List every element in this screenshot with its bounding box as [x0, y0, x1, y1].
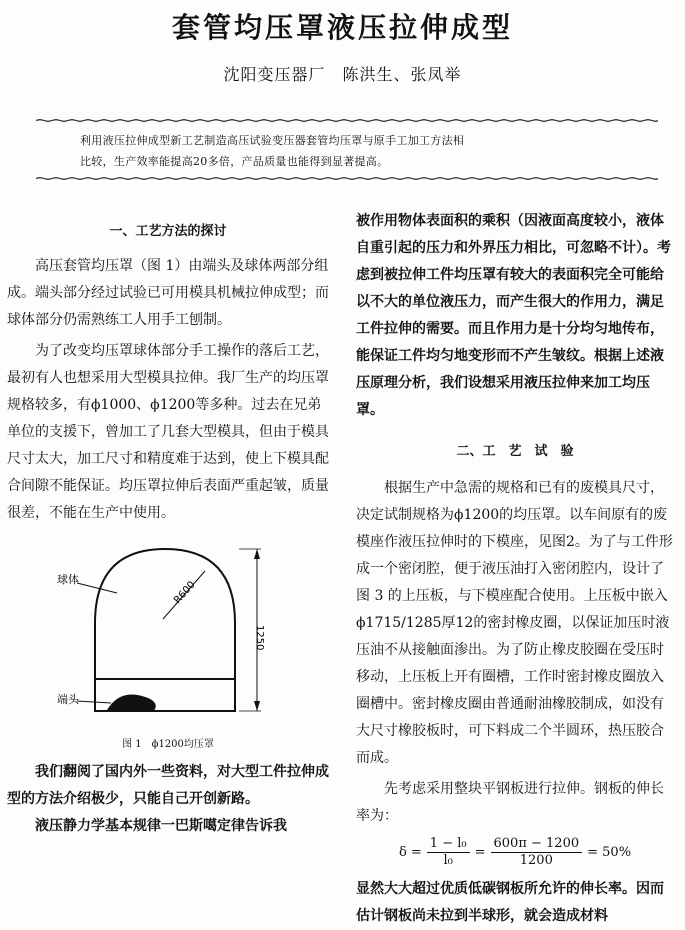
article-title: 套管均压罩液压拉伸成型	[171, 11, 513, 44]
elongation-formula	[356, 832, 674, 872]
article-authors: 沈阳变压器厂 陈洪生、张凤举	[223, 65, 462, 84]
abstract-line-2: 比较，生产效率能提高20多倍，产品质量也能得到显著提高。	[80, 155, 389, 168]
right-column	[356, 208, 674, 930]
wavy-rule-top	[36, 119, 658, 122]
fraction-1-numerator: 1 − l₀	[427, 836, 470, 853]
fraction-1	[427, 836, 470, 869]
abstract	[80, 130, 620, 172]
formula-equals: =	[474, 844, 486, 860]
fraction-2-denominator: 1200	[519, 852, 553, 868]
figure-1-caption: 图 1 ϕ1200均压罩	[122, 739, 214, 750]
paragraph: 高压套管均压罩（图 1）由端头及球体两部分组成。端头部分经过试验已可用模具机械拉伸成型；而球体部分仍需熟练工人用手工刨制。	[7, 258, 329, 328]
section-heading-2: 二、工 艺 试 验	[456, 444, 574, 459]
section-heading-1: 一、工艺方法的探讨	[109, 224, 227, 239]
fraction-1-denominator: l₀	[443, 852, 453, 868]
figure-1-drawing	[55, 531, 295, 731]
formula-result: = 50%	[587, 844, 632, 860]
paragraph: 先考虑采用整块平钢板进行拉伸。钢板的伸长率为：	[356, 781, 664, 824]
figure-1	[7, 527, 329, 759]
paragraph: 为了改变均压罩球体部分手工操作的落后工艺，最初有人也想采用大型模具拉伸。我厂生产的均压罩规格较多，有ϕ1000、ϕ1200等多种。过去在兄弟单位的支援下，曾加工了几套大型模具，但由于模具尺寸太大，加工尺寸和精度难于达到，使上下模具配合间隙不能保证。均压罩拉伸后表面严重起皱，质量很差，不能在生产中使用。	[7, 343, 329, 521]
left-column	[7, 208, 329, 840]
label-end: 端头	[57, 693, 79, 706]
paragraph: 液压静力学基本规律一巴斯噶定律告诉我	[35, 818, 287, 834]
label-ball: 球体	[57, 573, 79, 586]
wavy-rule-bottom	[36, 177, 658, 180]
paragraph: 我们翻阅了国内外一些资料，对大型工件拉伸成型的方法介绍极少，只能自己开创新路。	[7, 764, 329, 807]
paragraph: 显然大大超过优质低碳钢板所允许的伸长率。因而估计钢板尚未拉到半球形，就会造成材料	[356, 881, 664, 924]
paragraph: 根据生产中急需的规格和已有的废模具尺寸，决定试制规格为ϕ1200的均压罩。以车间原有的废模座作液压拉伸时的下模座，见图2。为了与工件形成一个密闭腔，便于液压油打入密闭腔内，设计了图 3 的上压板，与下模座配合使用。上压板中嵌入ϕ1715/1285厚12的密封橡皮圈，以保证加压时液压油不从接触面渗出。为了防止橡皮胶圈在受压时移动，上压板上开有圈槽，工作时密封橡皮圈放入圈槽中。密封橡皮圈由普通耐油橡胶制成，如没有大尺寸橡胶板时，可下料成二个半圆环，热压胶合而成。	[356, 480, 673, 766]
formula-lhs: δ =	[398, 844, 422, 860]
label-radius: R600	[172, 579, 198, 607]
abstract-line-1: 利用液压拉伸成型新工艺制造高压试验变压器套管均压罩与原手工加工方法相	[80, 134, 465, 147]
label-height: 1250	[254, 625, 265, 651]
fraction-2-numerator: 600π − 1200	[491, 836, 583, 853]
paragraph: 被作用物体表面积的乘积（因液面高度较小，液体自重引起的压力和外界压力相比，可忽略不计）。考虑到被拉伸工件均压罩有较大的表面积完全可能给以不大的单位液压力，而产生很大的作用力，满足工件拉伸的需要。而且作用力是十分均匀地传布，能保证工件均匀地变形而不产生皱纹。根据上述液压原理分析，我们设想采用液压拉伸来加工均压罩。	[356, 213, 671, 418]
fraction-2	[491, 836, 583, 869]
